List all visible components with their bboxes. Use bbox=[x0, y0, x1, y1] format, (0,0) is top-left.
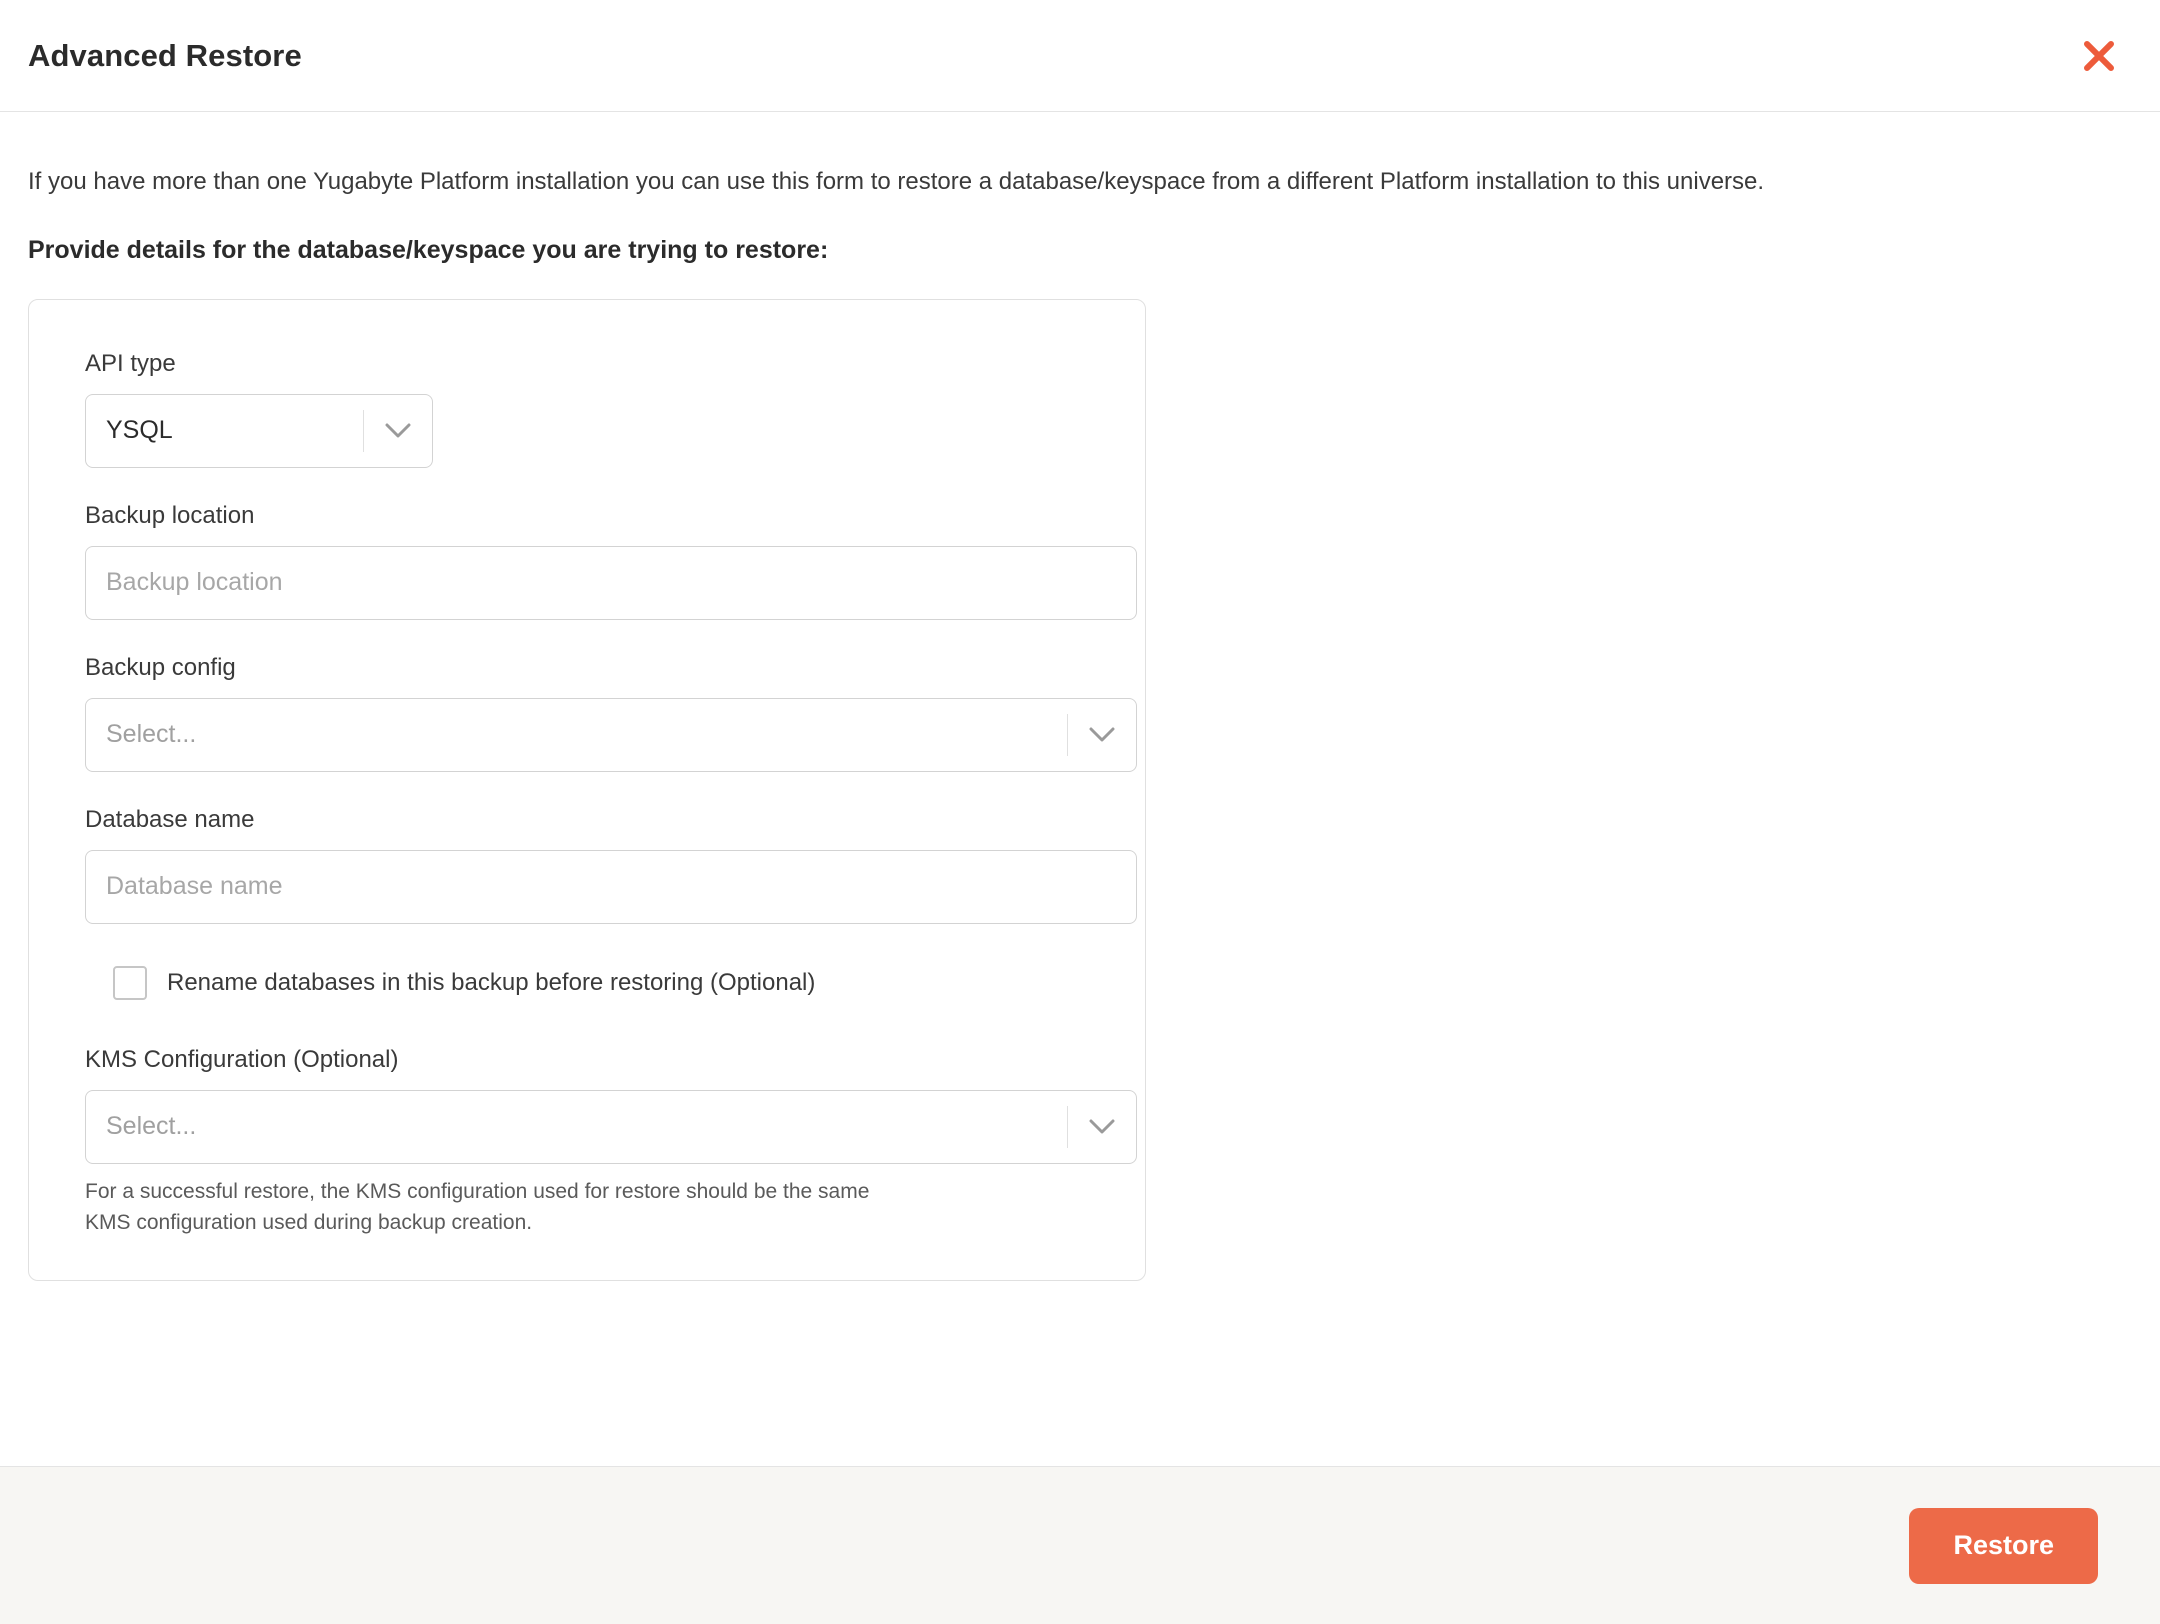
restore-button[interactable]: Restore bbox=[1909, 1508, 2098, 1584]
kms-helper-line-2: KMS configuration used during backup creation. bbox=[85, 1210, 533, 1234]
chevron-down-icon[interactable] bbox=[1068, 727, 1136, 743]
rename-databases-checkbox[interactable] bbox=[113, 966, 147, 1000]
backup-location-label: Backup location bbox=[85, 501, 255, 529]
api-type-value: YSQL bbox=[106, 416, 173, 445]
close-icon[interactable] bbox=[2076, 33, 2122, 79]
modal-header bbox=[0, 0, 2160, 112]
intro-text: If you have more than one Yugabyte Platform installation you can use this form to restore a database/keyspace from a different Platform installation to this universe. bbox=[28, 168, 1765, 195]
kms-helper-line-1: For a successful restore, the KMS configuration used for restore should be the same bbox=[85, 1179, 870, 1203]
restore-form-card bbox=[28, 299, 1146, 1281]
database-name-input[interactable] bbox=[85, 850, 1137, 924]
field-backup-config bbox=[85, 654, 1089, 772]
rename-databases-label: Rename databases in this backup before restoring (Optional) bbox=[167, 968, 816, 996]
backup-location-input[interactable] bbox=[85, 546, 1137, 620]
kms-configuration-value: Select... bbox=[106, 1112, 197, 1141]
kms-configuration-select[interactable] bbox=[85, 1090, 1137, 1164]
api-type-label: API type bbox=[85, 349, 176, 377]
rename-databases-row[interactable] bbox=[85, 966, 1089, 1000]
field-kms-configuration bbox=[85, 1046, 1089, 1238]
field-database-name bbox=[85, 806, 1089, 924]
section-heading: Provide details for the database/keyspace you are trying to restore: bbox=[28, 235, 829, 264]
field-backup-location bbox=[85, 502, 1089, 620]
modal-body bbox=[0, 112, 2160, 1466]
backup-config-select[interactable] bbox=[85, 698, 1137, 772]
backup-config-value: Select... bbox=[106, 720, 197, 749]
database-name-label: Database name bbox=[85, 805, 255, 833]
page-title: Advanced Restore bbox=[28, 37, 302, 73]
chevron-down-icon[interactable] bbox=[364, 423, 432, 439]
chevron-down-icon[interactable] bbox=[1068, 1119, 1136, 1135]
modal-footer bbox=[0, 1466, 2160, 1624]
field-api-type bbox=[85, 350, 1089, 468]
api-type-select[interactable] bbox=[85, 394, 433, 468]
backup-config-label: Backup config bbox=[85, 653, 236, 681]
kms-configuration-label: KMS Configuration (Optional) bbox=[85, 1045, 399, 1073]
